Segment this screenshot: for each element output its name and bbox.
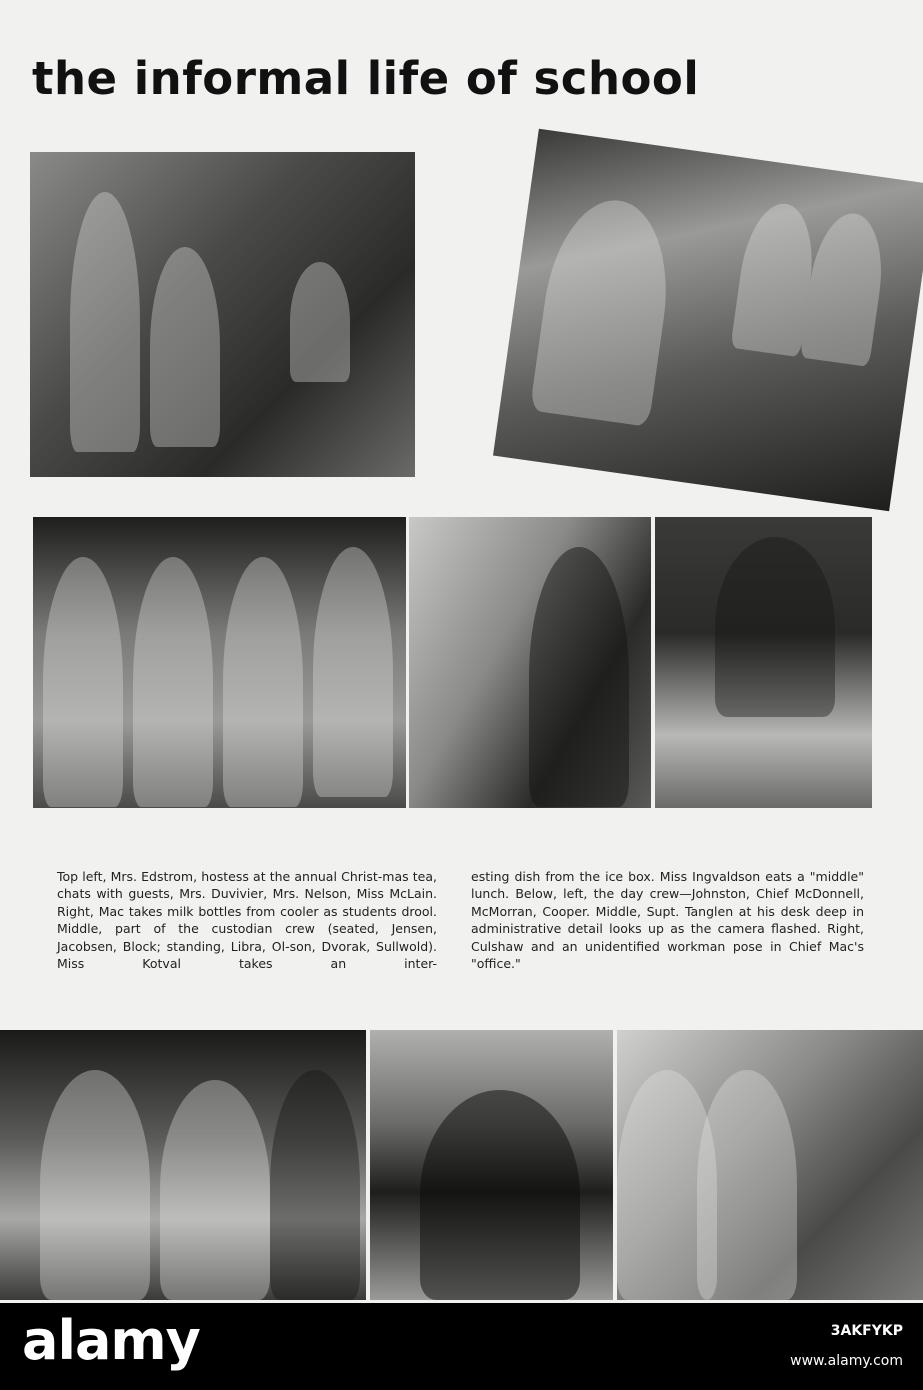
page-title: the informal life of school [32,52,700,105]
photo-supt-desk [370,1030,613,1300]
photo-middle-lunch [655,517,872,808]
photo-ice-box [409,517,651,808]
image-id: 3AKFYKP [830,1323,903,1339]
alamy-logo: alamy [22,1309,200,1372]
photo-chief-office [617,1030,923,1300]
photo-custodian-crew [33,517,406,808]
photo-milk-cooler [493,129,923,511]
footer-url: www.alamy.com [790,1353,903,1369]
caption-left-column: Top left, Mrs. Edstrom, hostess at the annual Christ-mas tea, chats with guests, Mrs. Duvivier, Mrs. Nelson, Miss McLain. Right, Mac takes milk bottles from cooler as students drool. Middle, part of the custodian crew (seated, Jensen, Jacobsen, Block; standing, Libra, Ol-son, Dvorak, Sullwold). Miss Kotval takes an inter- [57,869,437,972]
watermark-footer [0,1303,923,1390]
photo-christmas-tea [30,152,415,477]
photo-day-crew [0,1030,366,1300]
caption-right-column: esting dish from the ice box. Miss Ingvaldson eats a "middle" lunch. Below, left, the day crew—Johnston, Chief McDonnell, McMorran, Cooper. Middle, Supt. Tanglen at his desk deep in administrative detail looks up as the camera flashed. Right, Culshaw and an unidentified workman pose in Chief Mac's "office." [471,869,864,972]
